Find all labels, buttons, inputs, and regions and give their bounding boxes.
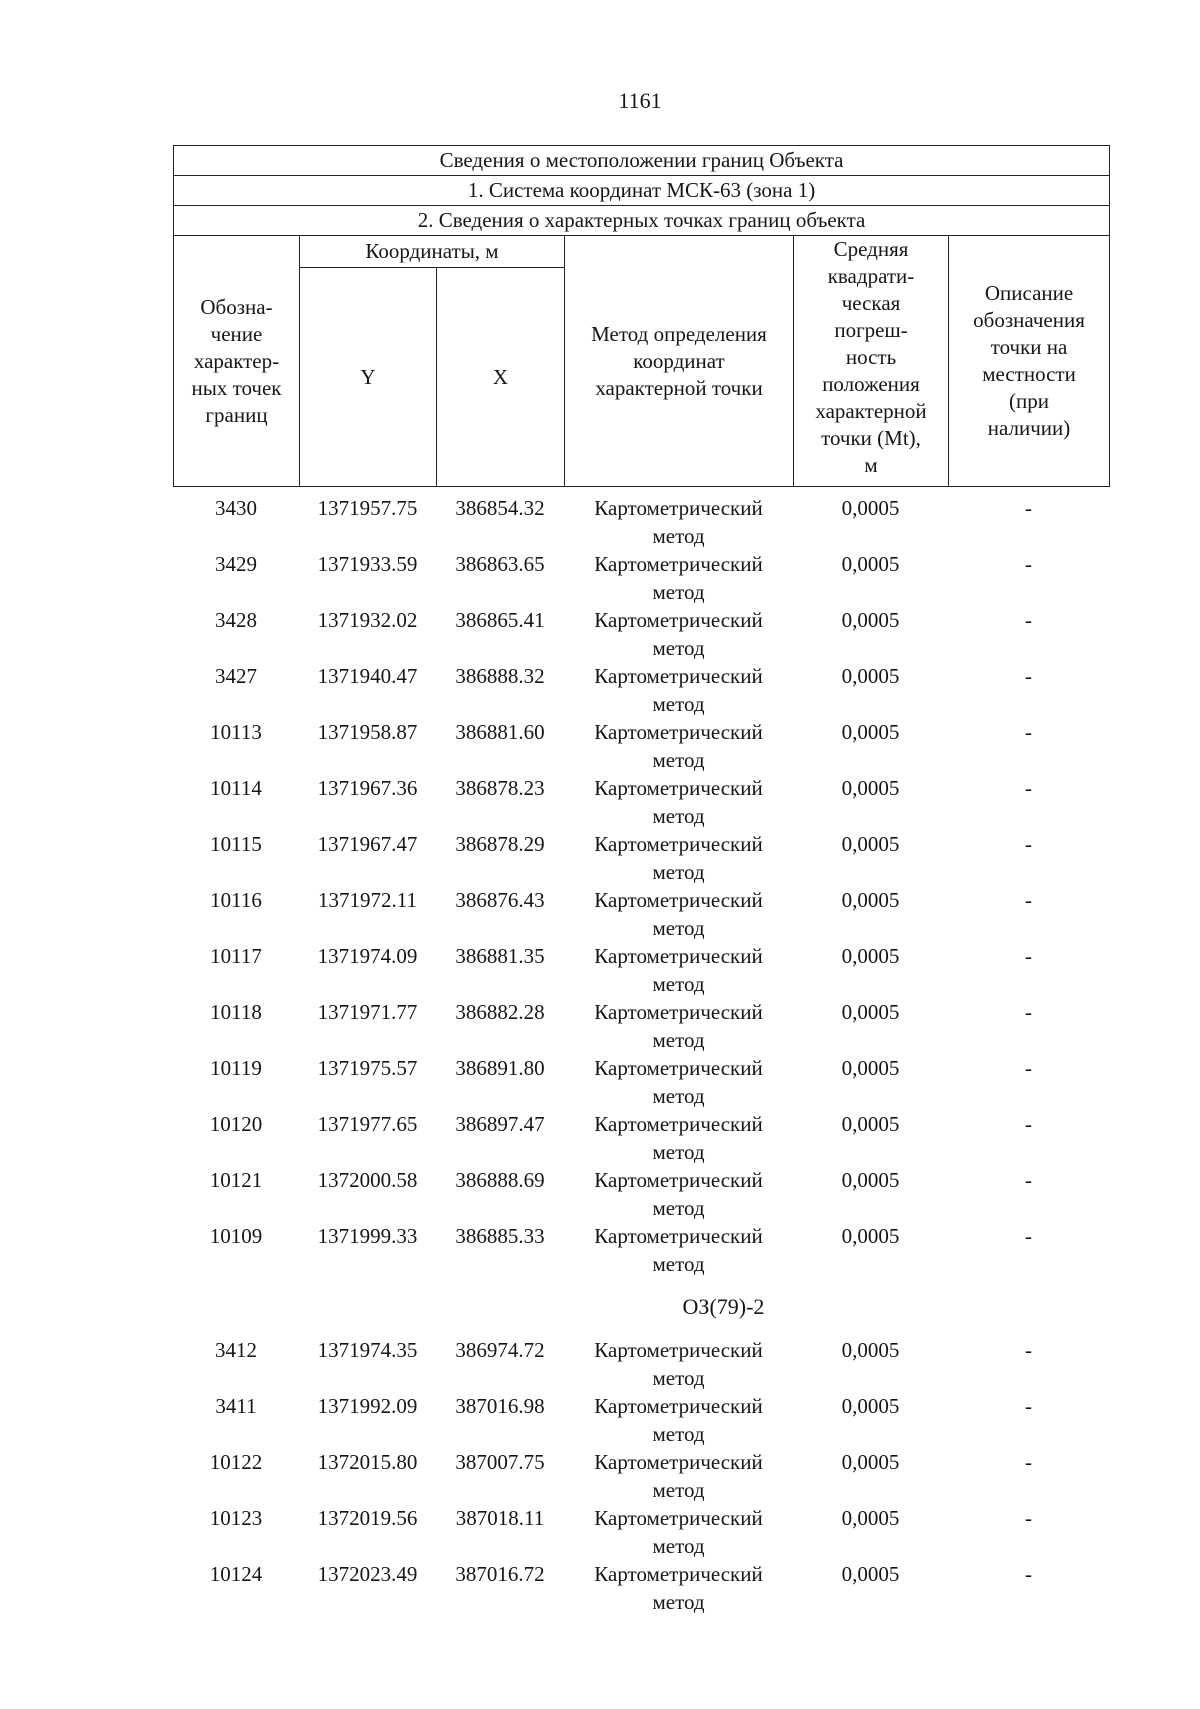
coord-x: 386876.43 bbox=[455, 888, 545, 912]
col-accuracy-header bbox=[794, 236, 949, 487]
method-line1: Картометрический bbox=[594, 888, 763, 912]
header-table bbox=[173, 145, 1110, 487]
header-line: наличии) bbox=[987, 416, 1071, 440]
header-line: квадрати- bbox=[827, 264, 915, 288]
table-row bbox=[173, 1110, 1109, 1166]
header-line: чение bbox=[210, 321, 263, 346]
coord-y: 1371967.47 bbox=[317, 832, 418, 856]
description: - bbox=[1025, 552, 1032, 576]
point-id: 3411 bbox=[215, 1394, 257, 1418]
point-id: 10122 bbox=[209, 1450, 263, 1474]
coord-x: 386881.35 bbox=[455, 944, 545, 968]
accuracy: 0,0005 bbox=[841, 1562, 900, 1586]
description: - bbox=[1025, 1224, 1032, 1248]
method-line1: Картометрический bbox=[594, 1224, 763, 1248]
description: - bbox=[1025, 608, 1032, 632]
accuracy: 0,0005 bbox=[841, 664, 900, 688]
header-line: точки (Mt), bbox=[821, 426, 921, 450]
description: - bbox=[1025, 1506, 1032, 1530]
method-line1: Картометрический bbox=[594, 1056, 763, 1080]
table-row bbox=[173, 1448, 1109, 1504]
coord-y: 1371958.87 bbox=[317, 720, 418, 744]
point-id: 3430 bbox=[215, 496, 257, 520]
col-coords-header: Координаты, м bbox=[300, 236, 565, 268]
description: - bbox=[1025, 1562, 1032, 1586]
accuracy: 0,0005 bbox=[841, 776, 900, 800]
table-row bbox=[173, 1392, 1109, 1448]
method-line1: Картометрический bbox=[594, 608, 763, 632]
method-line1: Картометрический bbox=[594, 1506, 763, 1530]
coord-y: 1371933.59 bbox=[317, 552, 418, 576]
method-line1: Картометрический bbox=[594, 552, 763, 576]
coord-x: 386882.28 bbox=[455, 1000, 545, 1024]
coord-x: 387018.11 bbox=[455, 1506, 545, 1530]
table-row bbox=[173, 998, 1109, 1054]
point-id: 3429 bbox=[215, 552, 257, 576]
table-row bbox=[173, 1336, 1109, 1392]
point-id: 10109 bbox=[209, 1224, 263, 1248]
description: - bbox=[1025, 832, 1032, 856]
description: - bbox=[1025, 720, 1032, 744]
coord-y: 1371992.09 bbox=[317, 1394, 418, 1418]
section-label: ОЗ(79)-2 bbox=[682, 1294, 765, 1319]
header-line: Средняя bbox=[833, 237, 909, 261]
coord-x: 386863.65 bbox=[455, 552, 545, 576]
accuracy: 0,0005 bbox=[841, 888, 900, 912]
method bbox=[564, 1448, 793, 1504]
coord-x: 386888.32 bbox=[455, 664, 545, 688]
point-id: 10124 bbox=[209, 1562, 263, 1586]
method-line1: Картометрический bbox=[594, 832, 763, 856]
description: - bbox=[1025, 1000, 1032, 1024]
coord-x: 387007.75 bbox=[455, 1450, 545, 1474]
col-designation-header bbox=[174, 236, 300, 487]
coord-x: 386888.69 bbox=[455, 1168, 545, 1192]
table-row bbox=[173, 1504, 1109, 1560]
header-line: (при bbox=[1009, 389, 1050, 413]
table-row bbox=[173, 774, 1109, 830]
method-line1: Картометрический bbox=[594, 776, 763, 800]
method-line2: метод bbox=[652, 1252, 705, 1276]
coord-x: 386974.72 bbox=[455, 1338, 545, 1362]
method-line2: метод bbox=[652, 1366, 705, 1390]
method-line2: метод bbox=[652, 1422, 705, 1446]
point-id: 3412 bbox=[215, 1338, 257, 1362]
table-row bbox=[173, 942, 1109, 998]
points-list bbox=[173, 494, 1109, 1616]
accuracy: 0,0005 bbox=[841, 1000, 900, 1024]
method bbox=[564, 662, 793, 718]
accuracy: 0,0005 bbox=[841, 832, 900, 856]
coord-y: 1371972.11 bbox=[318, 888, 417, 912]
method-line1: Картометрический bbox=[594, 1000, 763, 1024]
method bbox=[564, 550, 793, 606]
coord-y: 1372015.80 bbox=[317, 1450, 418, 1474]
method-line1: Картометрический bbox=[594, 1112, 763, 1136]
coord-y: 1371999.33 bbox=[317, 1224, 418, 1248]
accuracy: 0,0005 bbox=[841, 1224, 900, 1248]
col-description-header bbox=[949, 236, 1110, 487]
header-line: местности bbox=[982, 362, 1076, 386]
table-row bbox=[173, 662, 1109, 718]
header-line: границ bbox=[205, 402, 268, 427]
table-row bbox=[173, 1560, 1109, 1616]
point-id: 10114 bbox=[210, 776, 262, 800]
description: - bbox=[1025, 1338, 1032, 1362]
description: - bbox=[1025, 1168, 1032, 1192]
table-row bbox=[173, 606, 1109, 662]
method-line2: метод bbox=[652, 580, 705, 604]
method bbox=[564, 1054, 793, 1110]
header-line: точки на bbox=[990, 335, 1068, 359]
method bbox=[564, 718, 793, 774]
method bbox=[564, 998, 793, 1054]
point-id: 10117 bbox=[210, 944, 262, 968]
description: - bbox=[1025, 496, 1032, 520]
accuracy: 0,0005 bbox=[841, 720, 900, 744]
table-row bbox=[173, 830, 1109, 886]
coord-y: 1371974.09 bbox=[317, 944, 418, 968]
description: - bbox=[1025, 1112, 1032, 1136]
coord-y: 1371975.57 bbox=[317, 1056, 418, 1080]
method-line2: метод bbox=[652, 804, 705, 828]
header-line: характерной точки bbox=[595, 375, 763, 400]
accuracy: 0,0005 bbox=[841, 1056, 900, 1080]
method-line1: Картометрический bbox=[594, 720, 763, 744]
page-number: 1161 bbox=[618, 88, 662, 113]
method-line2: метод bbox=[652, 692, 705, 716]
coord-x: 386891.80 bbox=[455, 1056, 545, 1080]
method-line1: Картометрический bbox=[594, 944, 763, 968]
col-y-header: Y bbox=[300, 268, 437, 487]
point-id: 10120 bbox=[209, 1112, 263, 1136]
description: - bbox=[1025, 1450, 1032, 1474]
description: - bbox=[1025, 776, 1032, 800]
method-line2: метод bbox=[652, 1028, 705, 1052]
accuracy: 0,0005 bbox=[841, 1338, 900, 1362]
point-id: 3427 bbox=[215, 664, 257, 688]
method-line1: Картометрический bbox=[594, 1450, 763, 1474]
header-line: ческая bbox=[841, 291, 901, 315]
description: - bbox=[1025, 944, 1032, 968]
accuracy: 0,0005 bbox=[841, 944, 900, 968]
description: - bbox=[1025, 1056, 1032, 1080]
coord-y: 1371932.02 bbox=[317, 608, 418, 632]
table-row bbox=[173, 1166, 1109, 1222]
point-id: 10115 bbox=[210, 832, 262, 856]
coord-y: 1372019.56 bbox=[317, 1506, 418, 1530]
header-line: характер- bbox=[193, 348, 280, 373]
coord-x: 387016.72 bbox=[455, 1562, 545, 1586]
coordinate-system: 1. Система координат МСК-63 (зона 1) bbox=[174, 176, 1110, 206]
method-line2: метод bbox=[652, 1478, 705, 1502]
method bbox=[564, 1336, 793, 1392]
method-line1: Картометрический bbox=[594, 1168, 763, 1192]
coord-x: 386885.33 bbox=[455, 1224, 545, 1248]
header-line: обозначения bbox=[973, 308, 1085, 332]
method bbox=[564, 1504, 793, 1560]
header-line: ность bbox=[845, 345, 897, 369]
method-line2: метод bbox=[652, 1140, 705, 1164]
table-row bbox=[173, 1054, 1109, 1110]
point-id: 10118 bbox=[210, 1000, 262, 1024]
accuracy: 0,0005 bbox=[841, 1112, 900, 1136]
coord-y: 1371971.77 bbox=[317, 1000, 418, 1024]
method bbox=[564, 1392, 793, 1448]
coord-x: 386878.29 bbox=[455, 832, 545, 856]
description: - bbox=[1025, 888, 1032, 912]
description: - bbox=[1025, 1394, 1032, 1418]
coord-x: 386865.41 bbox=[455, 608, 545, 632]
method bbox=[564, 942, 793, 998]
coord-x: 386878.23 bbox=[455, 776, 545, 800]
coord-x: 386854.32 bbox=[455, 496, 545, 520]
method-line1: Картометрический bbox=[594, 664, 763, 688]
method-line2: метод bbox=[652, 1534, 705, 1558]
coord-x: 387016.98 bbox=[455, 1394, 545, 1418]
coord-x: 386881.60 bbox=[455, 720, 545, 744]
method-line1: Картометрический bbox=[594, 1338, 763, 1362]
header-line: погреш- bbox=[834, 318, 908, 342]
point-id: 10116 bbox=[210, 888, 262, 912]
accuracy: 0,0005 bbox=[841, 1168, 900, 1192]
coord-y: 1371977.65 bbox=[317, 1112, 418, 1136]
coord-y: 1371974.35 bbox=[317, 1338, 418, 1362]
method-line1: Картометрический bbox=[594, 496, 763, 520]
coord-y: 1372000.58 bbox=[317, 1168, 418, 1192]
table-title: Сведения о местоположении границ Объекта bbox=[174, 146, 1110, 176]
method bbox=[564, 1560, 793, 1616]
header-line: Описание bbox=[984, 281, 1074, 305]
table-row bbox=[173, 1222, 1109, 1278]
header-line: характерной bbox=[815, 399, 927, 423]
accuracy: 0,0005 bbox=[841, 552, 900, 576]
coord-x: 386897.47 bbox=[455, 1112, 545, 1136]
table-row bbox=[173, 494, 1109, 550]
accuracy: 0,0005 bbox=[841, 1450, 900, 1474]
method bbox=[564, 830, 793, 886]
col-method-header bbox=[565, 236, 794, 487]
coord-y: 1371957.75 bbox=[317, 496, 418, 520]
table-row bbox=[173, 550, 1109, 606]
method bbox=[564, 774, 793, 830]
method-line2: метод bbox=[652, 1590, 705, 1614]
description: - bbox=[1025, 664, 1032, 688]
coord-y: 1372023.49 bbox=[317, 1562, 418, 1586]
method-line2: метод bbox=[652, 1084, 705, 1108]
method-line2: метод bbox=[652, 748, 705, 772]
method-line2: метод bbox=[652, 1196, 705, 1220]
method-line2: метод bbox=[652, 524, 705, 548]
point-id: 10119 bbox=[210, 1056, 262, 1080]
coord-y: 1371967.36 bbox=[317, 776, 418, 800]
accuracy: 0,0005 bbox=[841, 496, 900, 520]
method bbox=[564, 886, 793, 942]
coord-y: 1371940.47 bbox=[317, 664, 418, 688]
header-line: м bbox=[864, 453, 878, 477]
method-line1: Картометрический bbox=[594, 1562, 763, 1586]
method bbox=[564, 494, 793, 550]
method-line2: метод bbox=[652, 860, 705, 884]
point-id: 10121 bbox=[209, 1168, 263, 1192]
table-row bbox=[173, 718, 1109, 774]
header-line: координат bbox=[633, 348, 725, 373]
points-title: 2. Сведения о характерных точках границ объекта bbox=[174, 206, 1110, 236]
method bbox=[564, 1166, 793, 1222]
method-line2: метод bbox=[652, 972, 705, 996]
method bbox=[564, 1110, 793, 1166]
table-row bbox=[173, 886, 1109, 942]
accuracy: 0,0005 bbox=[841, 1506, 900, 1530]
col-x-header: X bbox=[437, 268, 565, 487]
header-line: Метод определения bbox=[591, 321, 767, 346]
accuracy: 0,0005 bbox=[841, 1394, 900, 1418]
method-line2: метод bbox=[652, 636, 705, 660]
header-line: Обозна- bbox=[200, 294, 273, 319]
section-label-row bbox=[173, 1278, 1109, 1336]
method bbox=[564, 606, 793, 662]
header-line: ных точек bbox=[191, 375, 282, 400]
method-line1: Картометрический bbox=[594, 1394, 763, 1418]
point-id: 10123 bbox=[209, 1506, 263, 1530]
accuracy: 0,0005 bbox=[841, 608, 900, 632]
method bbox=[564, 1222, 793, 1278]
method-line2: метод bbox=[652, 916, 705, 940]
point-id: 3428 bbox=[215, 608, 257, 632]
point-id: 10113 bbox=[210, 720, 262, 744]
header-line: положения bbox=[822, 372, 920, 396]
